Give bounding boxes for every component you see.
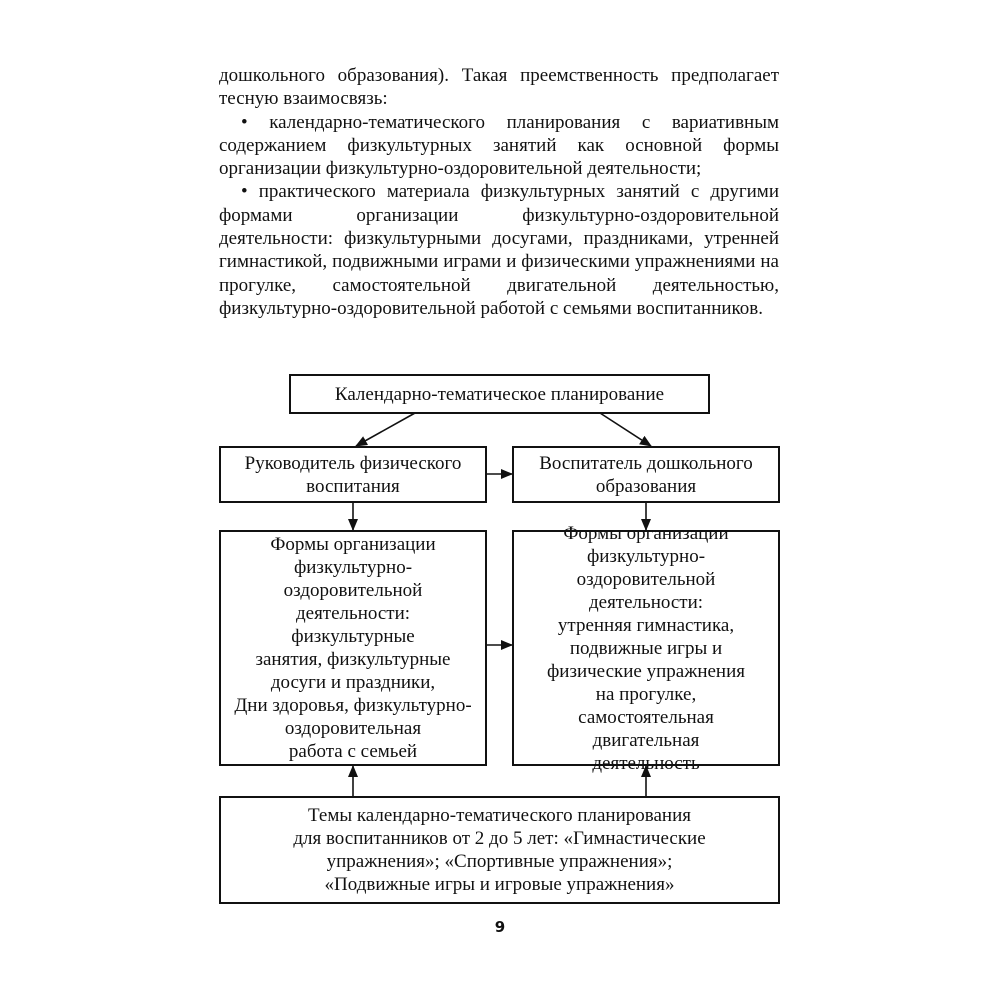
box-physical-education-head-label: Руководитель физического воспитания [244, 452, 462, 497]
bullet-paragraph-2: • практического материала физкультурных занятий с другими формами организации физкультурно-оздоровительной деятельности: физкультурными досугами, праздниками, утренней гимнастикой, подвижными играми и физическими упражнениями на прогулке, самостоятельной двигательной деятельностью, физкультурно-оздоровительной работой с семьями воспитанников. [219, 181, 779, 319]
arrow-top-to-left [356, 413, 415, 446]
bullet-paragraph-1: • календарно-тематического планирования с вариативным содержанием физкультурных занятий как основной формы организации физкультурно-оздоровительной деятельности; [219, 111, 779, 180]
box-planning-topics [219, 796, 780, 904]
box-calendar-planning [289, 374, 710, 414]
page-number: 9 [494, 918, 506, 936]
box-preschool-teacher-label: Воспитатель дошкольного образования [539, 452, 753, 497]
arrow-top-to-right [600, 413, 651, 446]
box-calendar-planning-label: Календарно-тематическое планирование [334, 383, 665, 405]
box-physical-education-head [219, 446, 487, 503]
box-right-forms [512, 522, 780, 774]
box-left-forms-label: Формы организации физкультурно-оздоровительной деятельности: физкультурные занятия, физкультурные досуги и праздники, Дни здоровья, физкультурно-оздоровительная работа с семьей [234, 534, 472, 762]
box-left-forms [219, 530, 487, 766]
intro-paragraph: дошкольного образования). Такая преемственность предполагает тесную взаимосвязь: [219, 65, 779, 110]
box-planning-topics-label: Темы календарно-тематического планирования для воспитанников от 2 до 5 лет: «Гимнастические упражнения»; «Спортивные упражнения»; «Подвижные игры и игровые упражнения» [293, 805, 706, 895]
box-preschool-teacher [512, 446, 780, 503]
box-right-forms-label: Формы организации физкультурно-оздоровительной деятельности: утренняя гимнастика, подвижные игры и физические упражнения на прогулке, самостоятельная двигательная деятельность [546, 522, 746, 774]
